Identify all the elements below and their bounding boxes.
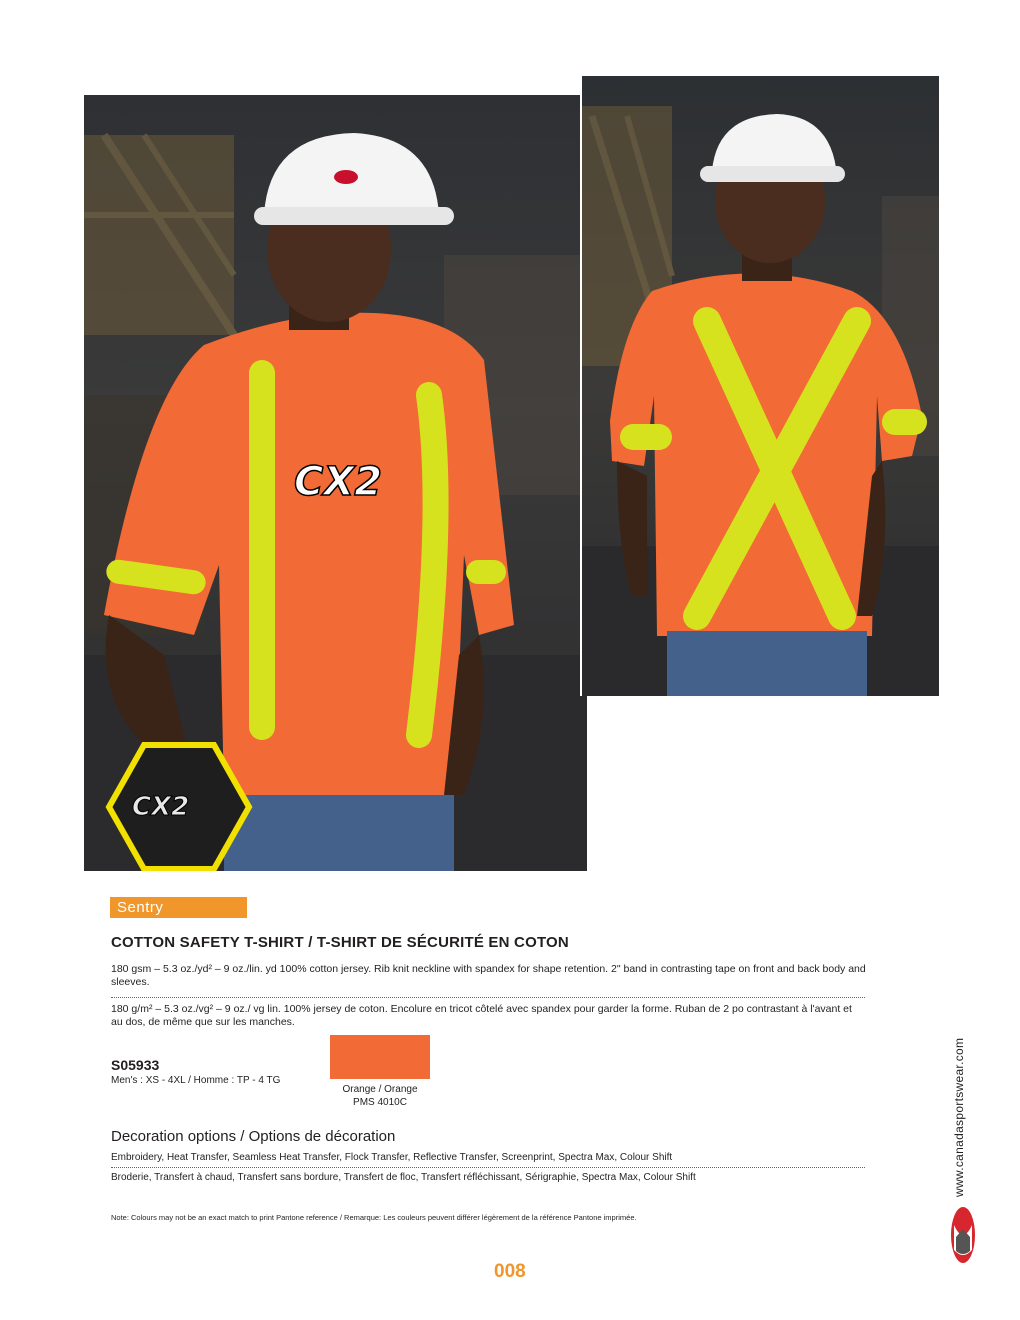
badge-text: CX2: [132, 792, 190, 822]
decoration-options-french: Broderie, Transfert à chaud, Transfert sans bordure, Transfert de floc, Transfert réfléchissant, Sérigraphie, Spectra Max, Colour Shift: [111, 1172, 696, 1183]
page-number: 008: [494, 1261, 526, 1282]
product-sku: S05933: [111, 1057, 160, 1073]
color-name: Orange / Orange: [342, 1084, 418, 1095]
front-product-photo: [84, 95, 587, 871]
shirt-print-logo: CX2: [294, 459, 383, 505]
product-title: COTTON SAFETY T-SHIRT / T-SHIRT DE SÉCURITÉ EN COTON: [111, 934, 569, 951]
product-line-tag: Sentry: [110, 897, 247, 918]
divider: [111, 1167, 865, 1168]
description-english: 180 gsm – 5.3 oz./yd² – 9 oz./lin. yd 100% cotton jersey. Rib knit neckline with spandex for shape retention. 2" band in contrasting tape on front and back body and sleeves.: [111, 963, 866, 988]
divider: [111, 997, 865, 998]
color-pms: PMS 4010C: [353, 1097, 407, 1108]
back-product-photo: [580, 76, 939, 696]
website-url: www.canadasportswear.com: [952, 1037, 966, 1197]
website-vertical: [952, 1037, 972, 1197]
size-range: Men's : XS - 4XL / Homme : TP - 4 TG: [111, 1075, 281, 1086]
description-french: 180 g/m² – 5.3 oz./vg² – 9 oz./ vg lin. 100% jersey de coton. Encolure en tricot côtelé avec spandex pour garder la forme. Ruban de 2 po contrastant à l'avant et au dos, de même que sur les manches.: [111, 1003, 852, 1028]
colour-note: Note: Colours may not be an exact match to print Pantone reference / Remarque: Les couleurs peuvent différer légèrement de la référence Pantone imprimée.: [111, 1213, 637, 1222]
color-swatch-label: [330, 1083, 430, 1109]
color-swatch-orange: [330, 1035, 430, 1079]
decoration-title: Decoration options / Options de décoration: [111, 1128, 396, 1145]
decoration-options-english: Embroidery, Heat Transfer, Seamless Heat Transfer, Flock Transfer, Reflective Transfer, Screenprint, Spectra Max, Colour Shift: [111, 1152, 673, 1163]
brand-logo-icon: [950, 1205, 976, 1270]
